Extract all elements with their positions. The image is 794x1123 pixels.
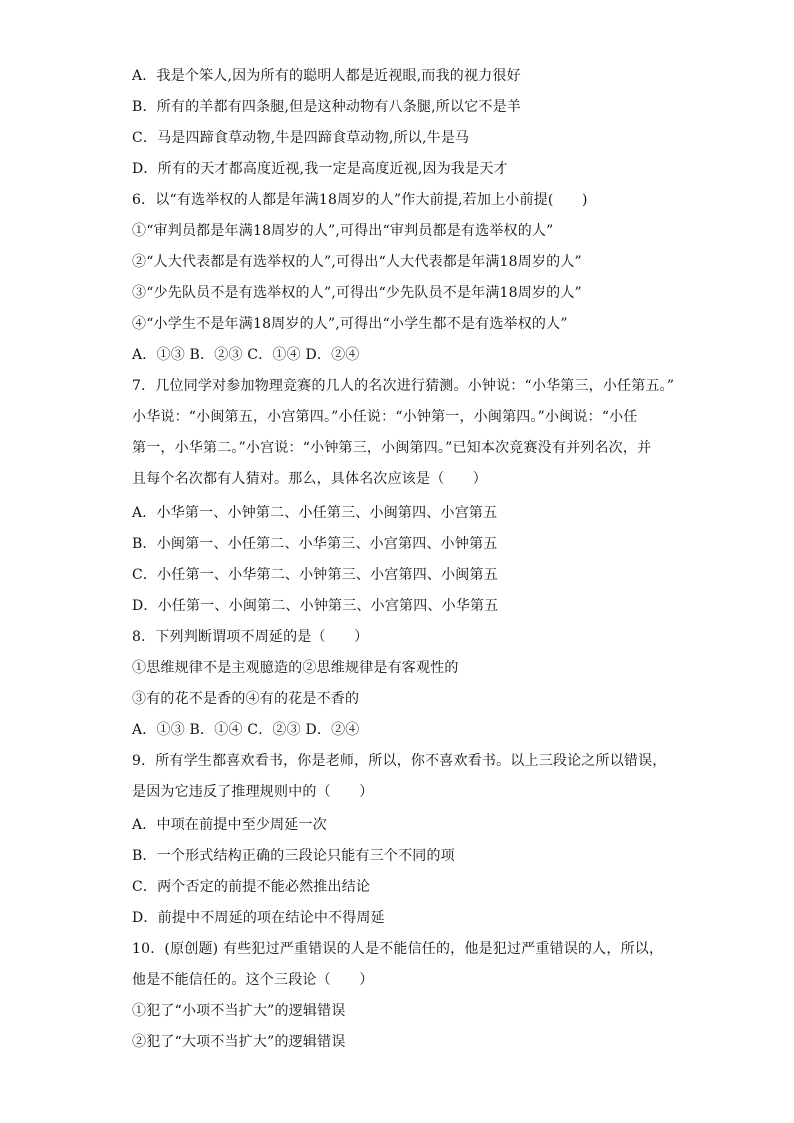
q9-stem-line-2: 是因为它违反了推理规则中的（ ） (132, 784, 374, 800)
q9-option-c: C．两个否定的前提不能必然推出结论 (132, 879, 371, 895)
q7-option-d: D．小任第一、小闽第二、小钟第三、小宫第四、小华第五 (132, 598, 499, 614)
q8-stem: 8．下列判断谓项不周延的是（ ） (132, 629, 369, 645)
q6-statement-2: ②“人大代表都是有选举权的人”,可得出“人大代表都是年满18周岁的人” (132, 254, 582, 270)
q7-option-b: B．小闽第一、小任第二、小华第三、小宫第四、小钟第五 (132, 536, 498, 552)
q10-stem-line-1: 10．(原创题) 有些犯过严重错误的人是不能信任的，他是犯过严重错误的人，所以， (132, 941, 664, 957)
q5-option-c: C．马是四蹄食草动物,牛是四蹄食草动物,所以,牛是马 (132, 130, 470, 146)
q9-option-b: B．一个形式结构正确的三段论只能有三个不同的项 (132, 848, 455, 864)
q6-statement-3: ③“少先队员不是有选举权的人”,可得出“少先队员不是年满18周岁的人” (132, 285, 582, 301)
q7-stem-line-2: 小华说：“小闽第五，小宫第四。”小任说：“小钟第一，小闽第四。”小闽说：“小任 (132, 409, 638, 425)
q6-stem: 6．以“有选举权的人都是年满18周岁的人”作大前提,若加上小前提( ) (132, 192, 588, 208)
q6-options: A．①③ B．②③ C．①④ D．②④ (132, 347, 360, 363)
q10-stem-line-2: 他是不能信任的。这个三段论（ ） (132, 972, 374, 988)
q7-option-a: A．小华第一、小钟第二、小任第三、小闽第四、小宫第五 (132, 505, 498, 521)
q7-stem-line-4: 且每个名次都有人猜对。那么，具体名次应该是（ ） (132, 471, 487, 487)
q5-option-b: B．所有的羊都有四条腿,但是这种动物有八条腿,所以它不是羊 (132, 99, 521, 115)
q10-statement-2: ②犯了“大项不当扩大”的逻辑错误 (132, 1034, 346, 1050)
q9-stem-line-1: 9．所有学生都喜欢看书，你是老师，所以，你不喜欢看书。以上三段论之所以错误， (132, 753, 667, 769)
q9-option-d: D．前提中不周延的项在结论中不得周延 (132, 910, 385, 926)
q9-option-a: A．中项在前提中至少周延一次 (132, 817, 327, 833)
q10-statement-1: ①犯了“小项不当扩大”的逻辑错误 (132, 1003, 346, 1019)
q6-statement-4: ④“小学生不是年满18周岁的人”,可得出“小学生都不是有选举权的人” (132, 316, 568, 332)
q6-statement-1: ①“审判员都是年满18周岁的人”,可得出“审判员都是有选举权的人” (132, 223, 554, 239)
q7-option-c: C．小任第一、小华第二、小钟第三、小宫第四、小闽第五 (132, 567, 498, 583)
q8-statements-3-4: ③有的花不是香的④有的花是不香的 (132, 691, 360, 707)
q8-statements-1-2: ①思维规律不是主观臆造的②思维规律是有客观性的 (132, 660, 459, 676)
q7-stem-line-3: 第一，小华第二。”小宫说：“小钟第三，小闽第四。”已知本次竞赛没有并列名次，并 (132, 440, 652, 456)
q8-options: A．①③ B．①④ C．②③ D．②④ (132, 722, 360, 738)
q5-option-a: A．我是个笨人,因为所有的聪明人都是近视眼,而我的视力很好 (132, 68, 521, 84)
q7-stem-line-1: 7．几位同学对参加物理竞赛的几人的名次进行猜测。小钟说：“小华第三，小任第五。” (132, 378, 675, 394)
q5-option-d: D．所有的天才都高度近视,我一定是高度近视,因为我是天才 (132, 161, 508, 177)
